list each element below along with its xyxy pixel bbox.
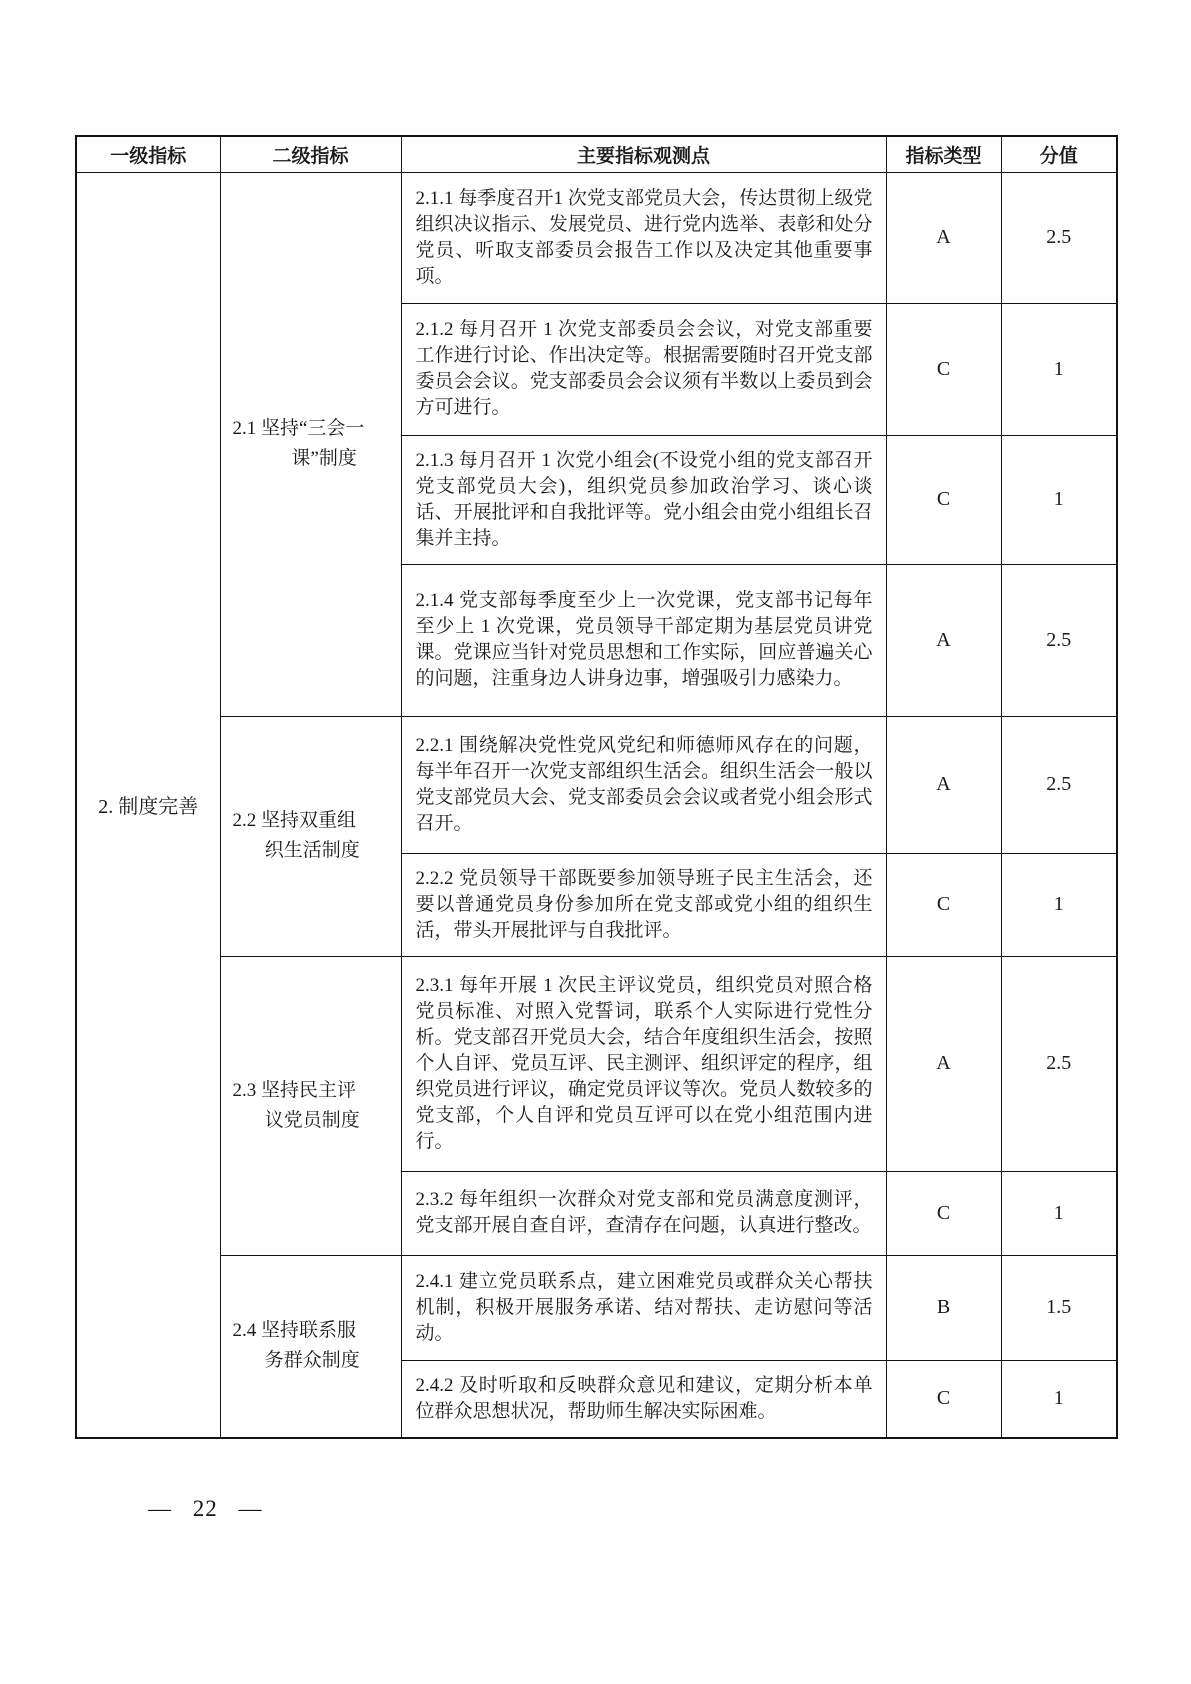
level2-label-line: 议党员制度 [264, 1109, 360, 1131]
type-cell: C [886, 303, 1001, 435]
score-cell: 1 [1001, 1171, 1117, 1255]
indicator-table [75, 135, 1118, 1439]
type-cell: A [886, 716, 1001, 853]
observation-cell: 2.1.3 每月召开 1 次党小组会(不设党小组的党支部召开党支部党员大会)，组织党员参加政治学习、谈心谈话、开展批评和自我批评等。党小组会由党小组组长召集并主持。 [401, 435, 886, 564]
type-cell: C [886, 1171, 1001, 1255]
type-cell: C [886, 1360, 1001, 1438]
observation-cell: 2.1.1 每季度召开1 次党支部党员大会，传达贯彻上级党组织决议指示、发展党员、进行党内选举、表彰和处分党员、听取支部委员会报告工作以及决定其他重要事项。 [401, 172, 886, 303]
score-cell: 1 [1001, 435, 1117, 564]
observation-cell: 2.2.1 围绕解决党性党风党纪和师德师风存在的问题，每半年召开一次党支部组织生活会。组织生活会一般以党支部党员大会、党支部委员会会议或者党小组会形式召开。 [401, 716, 886, 853]
score-cell: 1.5 [1001, 1255, 1117, 1360]
col-header-type: 指标类型 [886, 136, 1001, 172]
type-cell: C [886, 435, 1001, 564]
level2-label-line: 2.3 坚持民主评 [232, 1079, 357, 1101]
table-row [76, 956, 1117, 1171]
level2-label-line: 务群众制度 [264, 1350, 360, 1371]
type-cell: A [886, 564, 1001, 716]
observation-cell: 2.3.2 每年组织一次群众对党支部和党员满意度测评，党支部开展自查自评，查清存在问题，认真进行整改。 [401, 1171, 886, 1255]
level2-indicator-cell-2-4 [220, 1255, 401, 1438]
observation-cell: 2.4.2 及时听取和反映群众意见和建议，定期分析本单位群众思想状况，帮助师生解决实际困难。 [401, 1360, 886, 1438]
level2-indicator-cell-2-3 [220, 956, 401, 1255]
table-row [76, 716, 1117, 853]
score-cell: 1 [1001, 1360, 1117, 1438]
col-header-score: 分值 [1001, 136, 1117, 172]
type-cell: C [886, 853, 1001, 956]
score-cell: 1 [1001, 303, 1117, 435]
observation-cell: 2.2.2 党员领导干部既要参加领导班子民主生活会，还要以普通党员身份参加所在党支部或党小组的组织生活，带头开展批评与自我批评。 [401, 853, 886, 956]
level2-label-line: 2.2 坚持双重组 [232, 810, 357, 831]
page-number: — 22 — [148, 1496, 263, 1521]
level2-label-line: 2.1 坚持“三会一 [232, 418, 365, 439]
observation-cell: 2.4.1 建立党员联系点，建立困难党员或群众关心帮扶机制，积极开展服务承诺、结对帮扶、走访慰问等活动。 [401, 1255, 886, 1360]
score-cell: 1 [1001, 853, 1117, 956]
score-cell: 2.5 [1001, 716, 1117, 853]
table-row [76, 172, 1117, 303]
score-cell: 2.5 [1001, 172, 1117, 303]
level2-indicator-cell-2-2 [220, 716, 401, 956]
type-cell: B [886, 1255, 1001, 1360]
col-header-level2: 二级指标 [220, 136, 401, 172]
header-row [76, 136, 1117, 172]
type-cell: A [886, 172, 1001, 303]
level2-label-line: 课”制度 [291, 448, 357, 469]
score-cell: 2.5 [1001, 956, 1117, 1171]
type-cell: A [886, 956, 1001, 1171]
level1-indicator-cell: 2. 制度完善 [76, 172, 220, 1438]
observation-cell: 2.1.4 党支部每季度至少上一次党课，党支部书记每年至少上 1 次党课，党员领导干部定期为基层党员讲党课。党课应当针对党员思想和工作实际，回应普遍关心的问题，注重身边人讲身边事，增强吸引力感染力。 [401, 564, 886, 716]
level2-label-line: 织生活制度 [264, 840, 360, 861]
level2-label-line: 2.4 坚持联系服 [232, 1320, 357, 1341]
col-header-observation: 主要指标观测点 [401, 136, 886, 172]
score-cell: 2.5 [1001, 564, 1117, 716]
level2-indicator-cell-2-1 [220, 172, 401, 716]
table-row [76, 1255, 1117, 1360]
observation-cell: 2.1.2 每月召开 1 次党支部委员会会议，对党支部重要工作进行讨论、作出决定等。根据需要随时召开党支部委员会会议。党支部委员会会议须有半数以上委员到会方可进行。 [401, 303, 886, 435]
col-header-level1: 一级指标 [76, 136, 220, 172]
observation-cell: 2.3.1 每年开展 1 次民主评议党员，组织党员对照合格党员标准、对照入党誓词，联系个人实际进行党性分析。党支部召开党员大会，结合年度组织生活会，按照个人自评、党员互评、民主测评、组织评定的程序，组织党员进行评议，确定党员评议等次。党员人数较多的党支部，个人自评和党员互评可以在党小组范围内进行。 [401, 956, 886, 1171]
